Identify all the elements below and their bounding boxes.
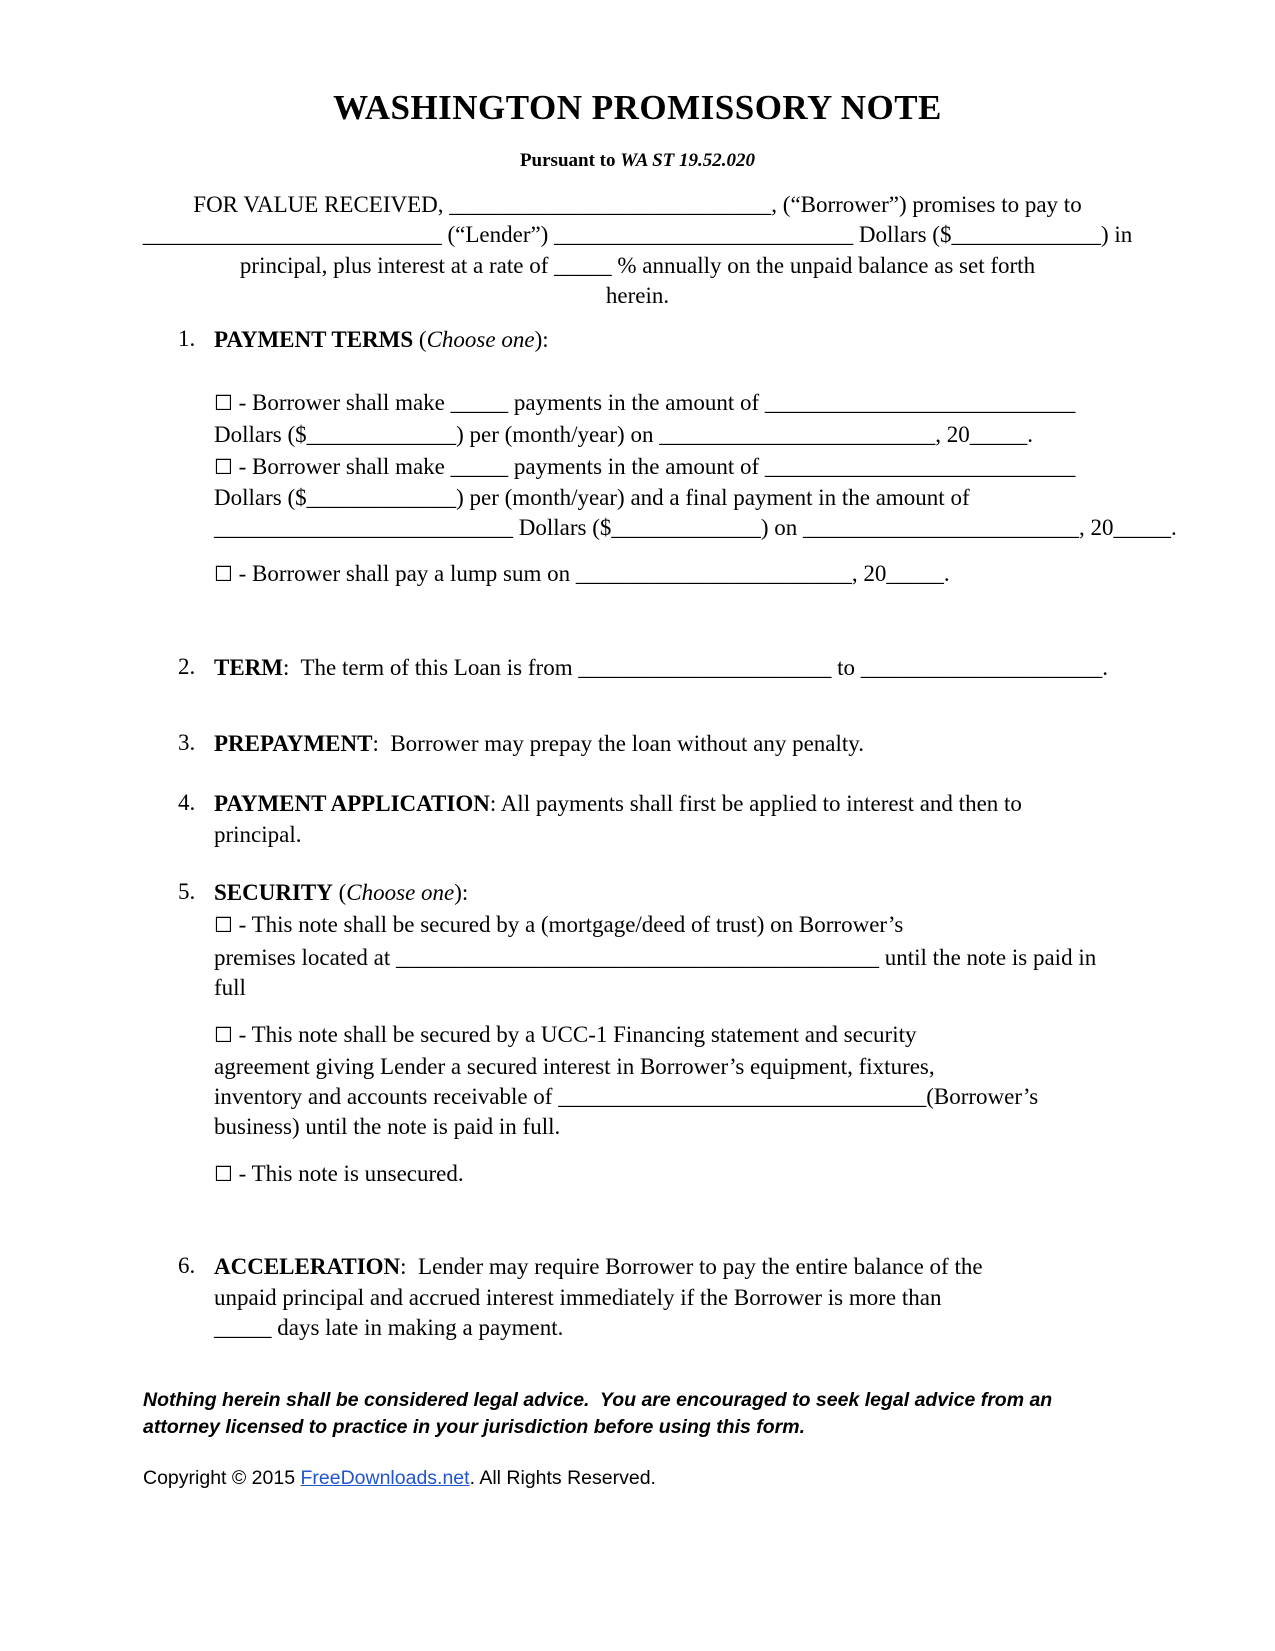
section-6-line-1 <box>214 1251 983 1283</box>
section-4-line-1 <box>214 788 1022 820</box>
document-title: WASHINGTON PROMISSORY NOTE <box>333 88 942 127</box>
intro-line-4: herein. <box>605 283 670 308</box>
subtitle-prefix: Pursuant to <box>519 150 621 171</box>
payment-option-3-text: - Borrower shall pay a lump sum on ________________________, 20_____. <box>238 561 950 586</box>
section-2-text: : The term of this Loan is from ______________________ to _____________________. <box>283 655 1108 680</box>
section-1-number: 1. <box>178 326 196 351</box>
copyright-suffix: . All Rights Reserved. <box>469 1467 656 1489</box>
section-3-line <box>214 728 864 760</box>
section-4-number: 4. <box>178 790 196 815</box>
section-3-heading: PREPAYMENT <box>214 731 373 756</box>
section-3-text: : Borrower may prepay the loan without any penalty. <box>372 731 865 756</box>
section-1-paren-open: ( <box>413 327 427 352</box>
payment-option-2-line-3: __________________________ Dollars ($_____________) on ________________________, 20_____. <box>214 515 1177 540</box>
security-option-2-checkbox[interactable]: ☐ <box>214 1023 233 1047</box>
payment-option-1-line-2: Dollars ($_____________) per (month/year) on ________________________, 20_____. <box>214 422 1033 447</box>
section-5-paren-open: ( <box>332 880 347 905</box>
section-1-heading: PAYMENT TERMS <box>214 327 414 352</box>
section-5-heading: SECURITY <box>214 880 333 905</box>
section-5-number: 5. <box>178 879 196 904</box>
disclaimer-line-2: attorney licensed to practice in your jurisdiction before using this form. <box>143 1416 806 1438</box>
section-6-number: 6. <box>178 1253 196 1278</box>
security-option-3[interactable] <box>214 1158 464 1190</box>
intro-line-1: FOR VALUE RECEIVED, ____________________________, (“Borrower”) promises to pay to <box>193 192 1082 217</box>
security-option-1[interactable] <box>214 909 903 941</box>
section-4-heading: PAYMENT APPLICATION <box>214 791 490 816</box>
intro-line-2: __________________________ (“Lender”) __________________________ Dollars ($_____________) in <box>142 222 1133 247</box>
document-subtitle <box>0 150 1275 172</box>
section-2-line <box>214 652 1108 684</box>
security-option-2-text: - This note shall be secured by a UCC-1 Financing statement and security <box>238 1022 917 1047</box>
section-1-heading-line <box>214 324 549 356</box>
intro-line-3: principal, plus interest at a rate of _____ % annually on the unpaid balance as set forth <box>239 253 1036 278</box>
security-option-2[interactable] <box>214 1019 917 1051</box>
security-option-1-checkbox[interactable]: ☐ <box>214 913 233 937</box>
section-6-text: : Lender may require Borrower to pay the entire balance of the <box>400 1254 983 1279</box>
section-1-paren-close: ): <box>534 327 549 352</box>
security-option-1-text: - This note shall be secured by a (mortgage/deed of trust) on Borrower’s <box>238 912 904 937</box>
section-5-choose-one: Choose one <box>346 880 455 905</box>
section-6-heading: ACCELERATION <box>214 1254 401 1279</box>
section-1-choose-one: Choose one <box>426 327 535 352</box>
section-4-text: : All payments shall first be applied to interest and then to <box>489 791 1022 816</box>
security-option-1-line-3: full <box>214 975 246 1000</box>
freedownloads-link[interactable]: FreeDownloads.net <box>300 1467 470 1489</box>
payment-option-2-text: - Borrower shall make _____ payments in the amount of ___________________________ <box>238 454 1076 479</box>
payment-option-2-checkbox[interactable]: ☐ <box>214 455 233 479</box>
security-option-2-line-4: business) until the note is paid in full. <box>214 1114 561 1139</box>
security-option-3-checkbox[interactable]: ☐ <box>214 1162 233 1186</box>
payment-option-1[interactable] <box>214 387 1075 419</box>
payment-option-3[interactable] <box>214 558 950 590</box>
section-2-heading: TERM <box>214 655 283 680</box>
copyright-line <box>143 1467 656 1490</box>
security-option-1-line-2: premises located at __________________________________________ until the note is paid in <box>214 945 1097 970</box>
section-6-line-3: _____ days late in making a payment. <box>214 1315 564 1340</box>
section-2-number: 2. <box>178 654 196 679</box>
security-option-2-line-2: agreement giving Lender a secured interest in Borrower’s equipment, fixtures, <box>214 1054 935 1079</box>
section-4-line-2: principal. <box>214 822 302 847</box>
payment-option-2[interactable] <box>214 451 1075 483</box>
payment-option-2-line-2: Dollars ($_____________) per (month/year) and a final payment in the amount of <box>214 485 970 510</box>
payment-option-3-checkbox[interactable]: ☐ <box>214 562 233 586</box>
payment-option-1-checkbox[interactable]: ☐ <box>214 391 233 415</box>
copyright-prefix: Copyright © 2015 <box>143 1467 301 1489</box>
section-6-line-2: unpaid principal and accrued interest immediately if the Borrower is more than <box>214 1285 942 1310</box>
statute-reference: WA ST 19.52.020 <box>620 150 756 171</box>
disclaimer-line-1: Nothing herein shall be considered legal advice. You are encouraged to seek legal advice from an <box>143 1389 1053 1411</box>
security-option-3-text: - This note is unsecured. <box>238 1161 464 1186</box>
section-5-paren-close: ): <box>454 880 469 905</box>
security-option-2-line-3: inventory and accounts receivable of ________________________________(Borrower’s <box>214 1084 1039 1109</box>
section-5-heading-line <box>214 877 468 909</box>
section-3-number: 3. <box>178 730 196 755</box>
payment-option-1-text: - Borrower shall make _____ payments in the amount of ___________________________ <box>238 390 1076 415</box>
